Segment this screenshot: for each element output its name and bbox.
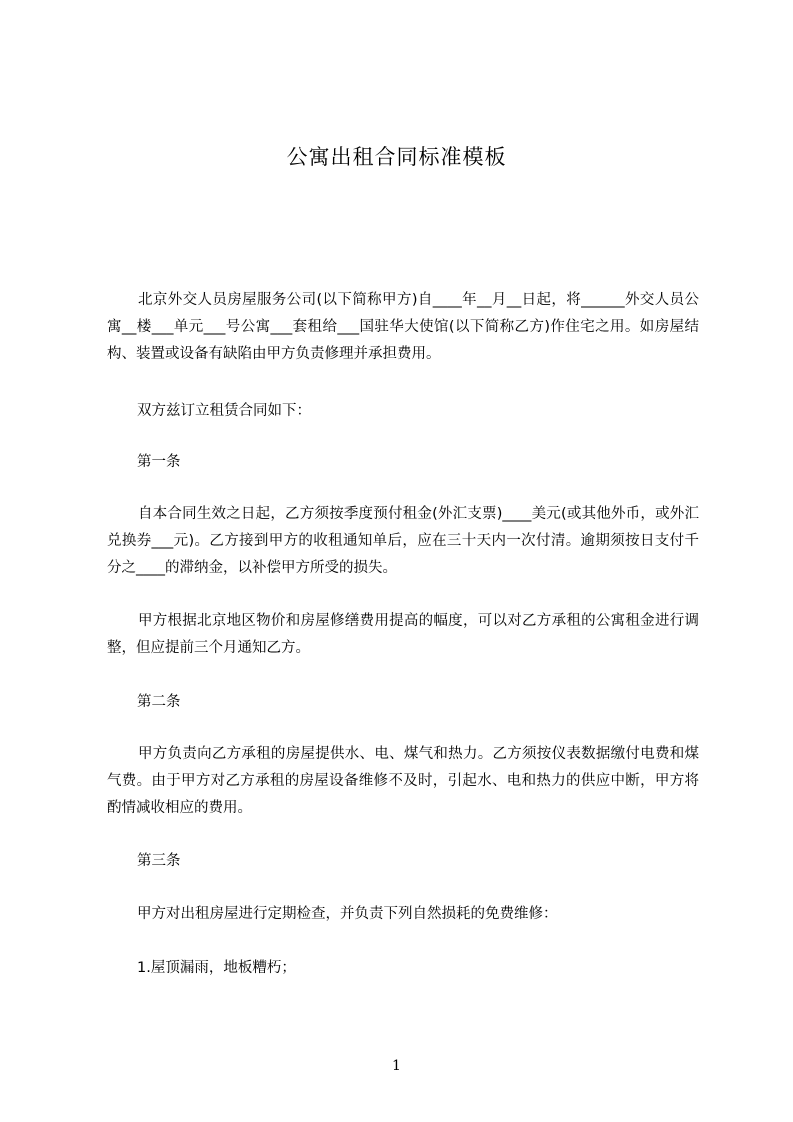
page-number: 1 — [392, 1058, 401, 1074]
article-3-heading: 第三条 — [137, 853, 181, 869]
article-2-heading: 第二条 — [137, 694, 181, 710]
list-item-1: 1.屋顶漏雨，地板糟朽； — [137, 960, 296, 976]
article-3-paragraph-1: 甲方对出租房屋进行定期检查，并负责下列自然损耗的免费维修： — [137, 906, 558, 922]
article-1-heading: 第一条 — [137, 454, 181, 470]
intro-paragraph: 北京外交人员房屋服务公司(以下简称甲方)自____年__月__日起，将______外交人员公寓__楼___单元___号公寓___套租给___国驻华大使馆(以下简称乙方)作住宅之用。如房屋结构、装置或设备有缺陷由甲方负责修理并承担费用。 — [107, 292, 699, 362]
document-title: 公寓出租合同标准模板 — [286, 145, 507, 169]
article-2-paragraph-1: 甲方负责向乙方承租的房屋提供水、电、煤气和热力。乙方须按仪表数据缴付电费和煤气费。由于甲方对乙方承租的房屋设备维修不及时，引起水、电和热力的供应中断，甲方将酌情减收相应的费用。 — [107, 746, 699, 816]
article-1-paragraph-1: 自本合同生效之日起，乙方须按季度预付租金(外汇支票)____美元(或其他外币，或外汇兑换券___元)。乙方接到甲方的收租通知单后，应在三十天内一次付清。逾期须按日支付千分之____的滞纳金，以补偿甲方所受的损失。 — [107, 506, 699, 576]
agreement-statement: 双方兹订立租赁合同如下： — [137, 403, 311, 419]
article-1-paragraph-2: 甲方根据北京地区物价和房屋修缮费用提高的幅度，可以对乙方承租的公寓租金进行调整，但应提前三个月通知乙方。 — [107, 613, 699, 656]
